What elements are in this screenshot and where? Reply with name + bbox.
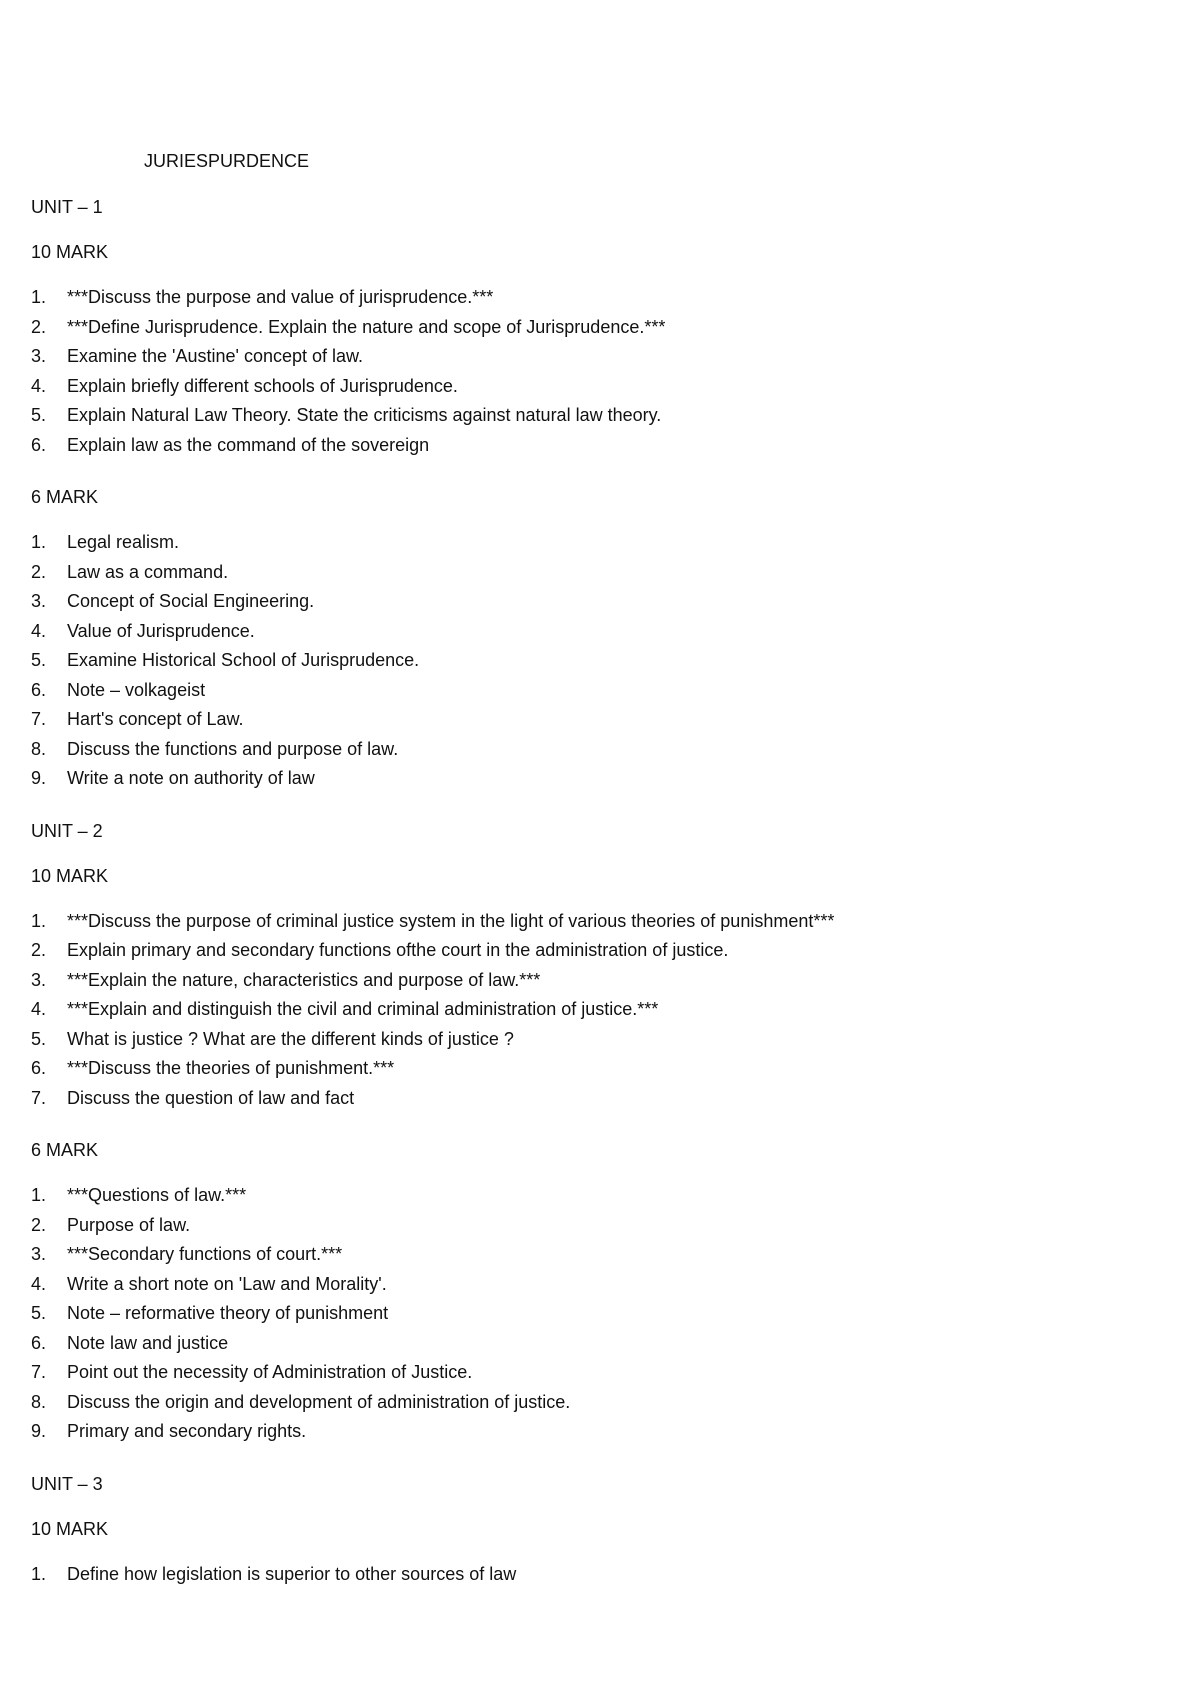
question-number: 6. — [31, 1058, 47, 1078]
question-text: Law as a command. — [67, 561, 229, 582]
question-number: 8. — [31, 1391, 47, 1412]
document-content — [31, 196, 1151, 1615]
question-text: ***Explain the nature, characteristics and purpose of law.*** — [67, 969, 541, 990]
question-number: 4. — [31, 999, 47, 1019]
question-item — [31, 531, 1151, 561]
question-item — [31, 1332, 1151, 1362]
question-text: Explain Natural Law Theory. State the criticisms against natural law theory. — [67, 405, 662, 425]
document-title: JURIESPURDENCE — [144, 151, 310, 171]
question-item — [31, 590, 1151, 620]
mark-heading: 10 MARK — [31, 242, 109, 262]
mark-heading: 6 MARK — [31, 1140, 99, 1160]
question-text: ***Questions of law.*** — [67, 1185, 247, 1205]
question-text: Discuss the origin and development of administration of justice. — [67, 1391, 571, 1412]
question-text: Discuss the question of law and fact — [67, 1087, 355, 1108]
question-item — [31, 316, 1151, 346]
question-item — [31, 620, 1151, 650]
question-number: 5. — [31, 650, 47, 670]
question-item — [31, 969, 1151, 999]
question-item — [31, 1563, 1151, 1593]
question-item — [31, 998, 1151, 1028]
question-item — [31, 1420, 1151, 1450]
question-number: 8. — [31, 738, 47, 759]
question-item — [31, 1302, 1151, 1332]
unit-heading: UNIT – 1 — [31, 197, 103, 217]
question-list — [31, 910, 1151, 1117]
question-item — [31, 767, 1151, 797]
question-item — [31, 375, 1151, 405]
question-list — [31, 286, 1151, 463]
mark-heading: 10 MARK — [31, 865, 109, 886]
question-text: ***Define Jurisprudence. Explain the nature and scope of Jurisprudence.*** — [67, 316, 666, 337]
question-number: 2. — [31, 940, 47, 960]
question-number: 1. — [31, 287, 47, 307]
question-text: Explain briefly different schools of Jurisprudence. — [67, 375, 458, 396]
question-item — [31, 286, 1151, 316]
question-number: 5. — [31, 405, 47, 425]
question-item — [31, 434, 1151, 464]
question-number: 4. — [31, 375, 47, 396]
question-number: 2. — [31, 1214, 47, 1235]
question-list — [31, 531, 1151, 797]
question-number: 2. — [31, 561, 47, 582]
question-text: Note law and justice — [67, 1332, 229, 1353]
question-text: Point out the necessity of Administration of Justice. — [67, 1362, 473, 1382]
question-text: Purpose of law. — [67, 1214, 191, 1235]
mark-heading: 6 MARK — [31, 487, 99, 507]
question-text: ***Discuss the theories of punishment.*** — [67, 1058, 395, 1078]
question-item — [31, 910, 1151, 940]
question-number: 1. — [31, 910, 47, 931]
question-text: Define how legislation is superior to other sources of law — [67, 1563, 517, 1584]
question-number: 6. — [31, 679, 47, 700]
question-text: Write a note on authority of law — [67, 768, 315, 788]
question-number: 9. — [31, 768, 47, 788]
question-number: 6. — [31, 434, 47, 455]
question-number: 4. — [31, 1273, 47, 1294]
question-text: Examine Historical School of Jurisprudence. — [67, 650, 420, 670]
question-item — [31, 404, 1151, 434]
unit-heading: UNIT – 2 — [31, 820, 103, 841]
question-number: 7. — [31, 1087, 47, 1108]
question-number: 5. — [31, 1028, 47, 1049]
question-text: Concept of Social Engineering. — [67, 591, 315, 611]
mark-heading: 10 MARK — [31, 1518, 109, 1539]
question-item — [31, 1391, 1151, 1421]
question-text: ***Secondary functions of court.*** — [67, 1244, 343, 1264]
question-item — [31, 561, 1151, 591]
question-text: Explain primary and secondary functions ofthe court in the administration of justice. — [67, 940, 729, 960]
question-number: 3. — [31, 591, 47, 611]
question-number: 7. — [31, 709, 47, 729]
question-text: Hart's concept of Law. — [67, 709, 244, 729]
question-number: 5. — [31, 1303, 47, 1323]
question-text: Note – reformative theory of punishment — [67, 1303, 389, 1323]
question-item — [31, 1214, 1151, 1244]
question-item — [31, 1361, 1151, 1391]
question-number: 3. — [31, 969, 47, 990]
question-text: ***Explain and distinguish the civil and criminal administration of justice.*** — [67, 999, 659, 1019]
question-item — [31, 649, 1151, 679]
question-text: Explain law as the command of the sovereign — [67, 434, 430, 455]
question-text: Note – volkageist — [67, 679, 206, 700]
question-item — [31, 345, 1151, 375]
question-item — [31, 1243, 1151, 1273]
question-text: ***Discuss the purpose and value of jurisprudence.*** — [67, 287, 494, 307]
question-item — [31, 1028, 1151, 1058]
question-number: 7. — [31, 1362, 47, 1382]
question-number: 6. — [31, 1332, 47, 1353]
question-text: Write a short note on 'Law and Morality'. — [67, 1273, 387, 1294]
question-item — [31, 939, 1151, 969]
question-text: Value of Jurisprudence. — [67, 620, 255, 641]
question-text: Legal realism. — [67, 532, 180, 552]
question-number: 1. — [31, 1185, 47, 1205]
question-item — [31, 738, 1151, 768]
question-text: ***Discuss the purpose of criminal justice system in the light of various theories of punishment*** — [67, 910, 835, 931]
question-item — [31, 708, 1151, 738]
question-item — [31, 1087, 1151, 1117]
question-text: Discuss the functions and purpose of law. — [67, 738, 399, 759]
question-item — [31, 1273, 1151, 1303]
question-item — [31, 679, 1151, 709]
question-number: 3. — [31, 346, 47, 366]
question-number: 3. — [31, 1244, 47, 1264]
question-list — [31, 1563, 1151, 1593]
question-number: 1. — [31, 532, 47, 552]
question-number: 1. — [31, 1563, 47, 1584]
question-list — [31, 1184, 1151, 1450]
question-number: 2. — [31, 316, 47, 337]
question-number: 9. — [31, 1421, 47, 1441]
question-number: 4. — [31, 620, 47, 641]
question-text: Primary and secondary rights. — [67, 1421, 307, 1441]
question-text: Examine the 'Austine' concept of law. — [67, 346, 364, 366]
unit-heading: UNIT – 3 — [31, 1473, 103, 1494]
question-text: What is justice ? What are the different kinds of justice ? — [67, 1028, 514, 1049]
question-item — [31, 1057, 1151, 1087]
question-item — [31, 1184, 1151, 1214]
